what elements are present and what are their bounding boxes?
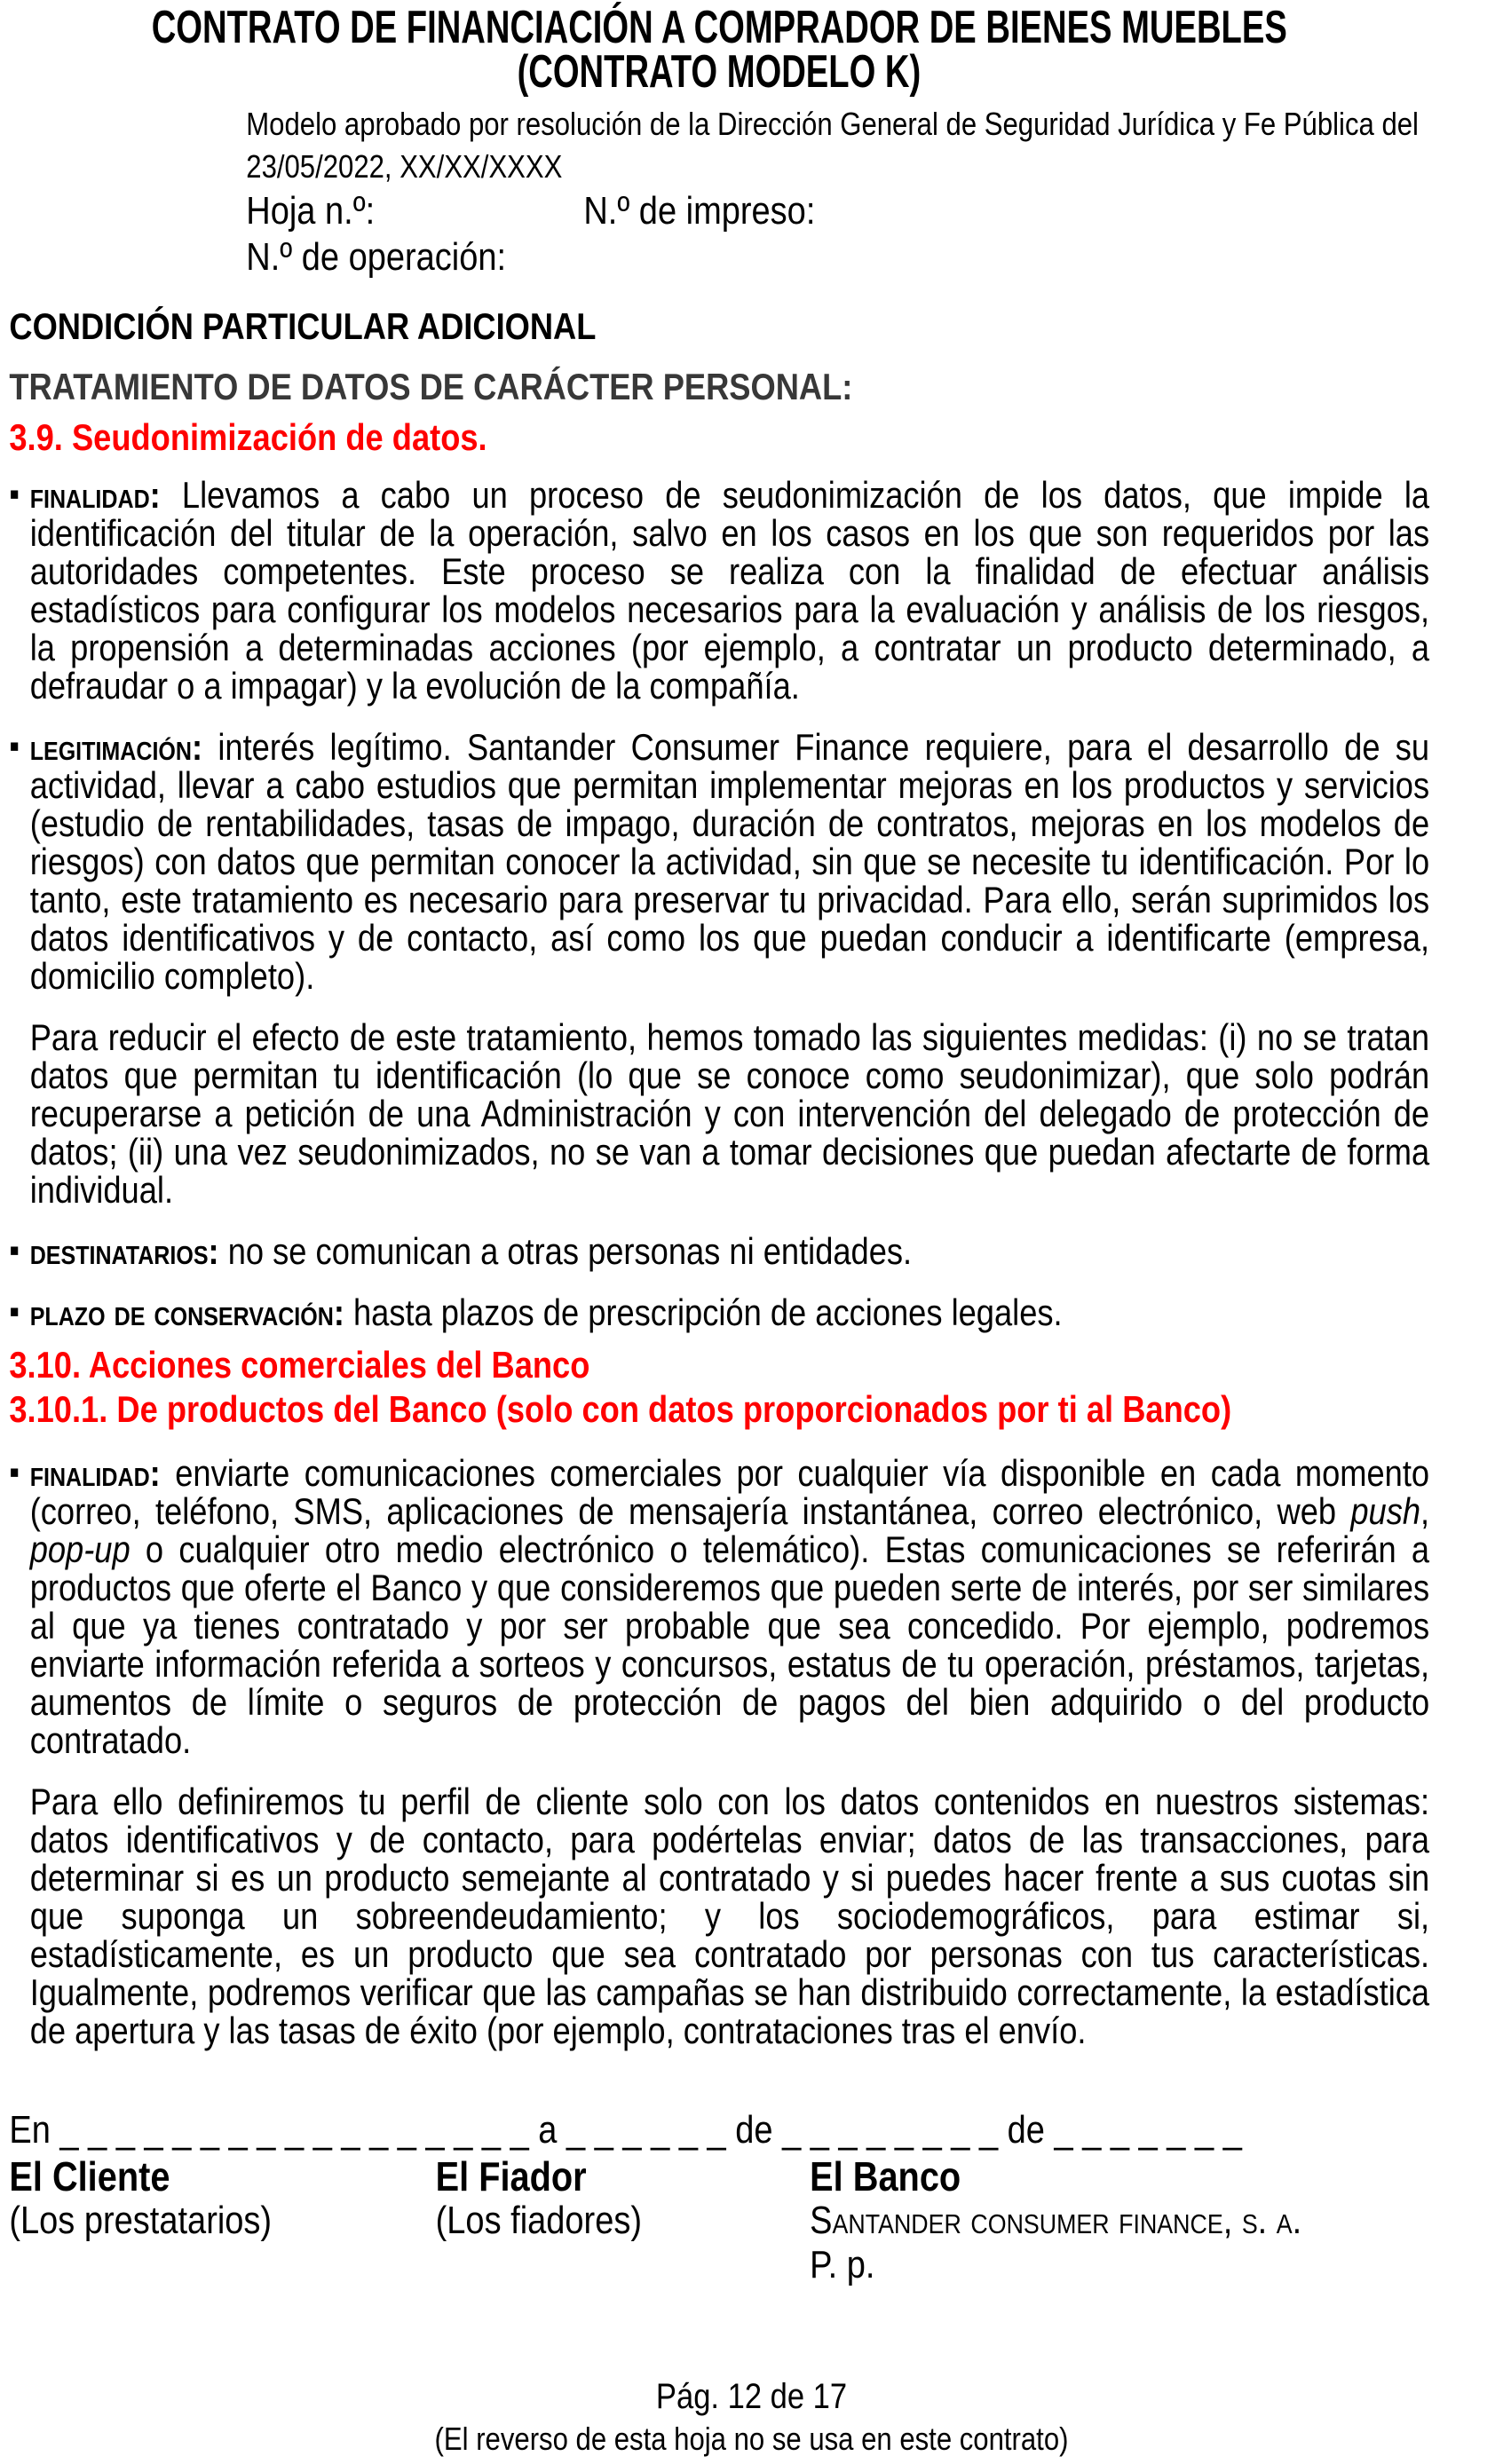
term-label: destinatarios: — [29, 1230, 219, 1272]
operation-number-label: N.º de operación: — [246, 235, 507, 279]
text-run: o cualquier otro medio electrónico o telemático). Estas comunicaciones se referirán a productos que oferte el Banco y que consideremos que pueden serte de interés, por ser similares al que ya tienes contratado y por ser probable que sea concedido. Por ejemplo, podremos enviarte información referida a sorteos y concursos, estatus de tu operación, préstamos, tarjetas, aumentos de límite o seguros de protección de pagos del bien adquirido o del producto contratado. — [29, 1528, 1430, 1761]
text-run: hasta plazos de prescripción de acciones legales. — [352, 1291, 1063, 1333]
bullet-square-icon: ▪ — [9, 728, 20, 765]
document-title-line2 — [9, 46, 1429, 98]
bank-pp: P. p. — [810, 2243, 875, 2286]
bullet-square-icon: ▪ — [9, 476, 20, 513]
document-subtitle-text: (CONTRATO MODELO K) — [517, 46, 922, 98]
document-title-line1 — [9, 2, 1429, 53]
print-number-label: N.º de impreso: — [583, 189, 816, 233]
sheet-number-row — [246, 188, 1429, 234]
bullet-paragraph — [9, 1293, 1429, 1331]
bank-name: Santander consumer finance, s. a. — [810, 2199, 1302, 2242]
sheet-number-label: Hoja n.º: — [246, 189, 376, 233]
text-run: Para ello definiremos tu perfil de cliente solo con los datos contenidos en nuestros sistemas: datos identificativos y de contacto, para podértelas enviar; datos de las transacciones, para determinar si es un producto semejante al contratado y si puedes hacer frente a sus cuotas sin que suponga un sobreendeudamiento; y los sociodemográficos, para estimar si, estadísticamente, es un producto que sea contratado por personas con tus características. Igualmente, podremos verificar que las campañas se han distribuido correctamente, la estadística de apertura y las tasas de éxito (por ejemplo, contrataciones tras el envío. — [29, 1781, 1430, 2051]
body-content — [9, 476, 1429, 2049]
heading-3-9-seudonimizacion: 3.9. Seudonimización de datos. — [9, 416, 487, 458]
term-label: finalidad: — [29, 1452, 161, 1494]
de-label-year: de — [1007, 2108, 1045, 2152]
term-label: plazo de conservación: — [29, 1291, 344, 1333]
bank-title: El Banco — [810, 2153, 961, 2199]
italic-run: push — [1350, 1490, 1421, 1532]
section-heading-red: 3.10. Acciones comerciales del Banco — [9, 1344, 590, 1386]
section-heading-red: 3.10.1. De productos del Banco (solo con datos proporcionados por ti al Banco) — [9, 1388, 1232, 1430]
client-title: El Cliente — [9, 2153, 170, 2199]
text-run: no se comunican a otras personas ni entidades. — [227, 1230, 913, 1272]
bullet-paragraph — [9, 1454, 1429, 1759]
paragraph — [9, 1018, 1429, 1209]
page-number: Pág. 12 de 17 — [655, 2377, 848, 2416]
approval-note: Modelo aprobado por resolución de la Dirección General de Seguridad Jurídica y Fe Pública del 23/05/2022, XX/XX/XXXX — [246, 106, 1419, 185]
signature-section — [9, 2108, 1429, 2287]
bullet-paragraph — [9, 476, 1429, 705]
en-label: En — [9, 2108, 51, 2152]
reverse-note: (El reverso de esta hoja no se usa en este contrato) — [434, 2421, 1069, 2457]
month-blank-line: _ _ _ _ _ _ _ _ — [782, 2108, 999, 2152]
signature-col-bank — [810, 2154, 1429, 2287]
a-label: a — [538, 2108, 558, 2152]
page-footer — [0, 2373, 1503, 2459]
term-label: finalidad: — [29, 474, 161, 516]
guarantor-subtitle: (Los fiadores) — [435, 2199, 643, 2242]
document-title-text: CONTRATO DE FINANCIACIÓN A COMPRADOR DE BIENES MUEBLES — [151, 2, 1287, 53]
guarantor-title: El Fiador — [435, 2153, 587, 2199]
bullet-square-icon: ▪ — [9, 1454, 20, 1491]
year-blank-line: _ _ _ _ _ _ _ — [1054, 2108, 1242, 2152]
bullet-square-icon: ▪ — [9, 1232, 20, 1269]
heading-tratamiento-datos: TRATAMIENTO DE DATOS DE CARÁCTER PERSONAL: — [9, 366, 853, 407]
signature-col-client — [9, 2154, 435, 2287]
text-run: , — [1420, 1490, 1430, 1532]
signature-col-guarantor — [436, 2154, 811, 2287]
bullet-square-icon: ▪ — [9, 1293, 20, 1331]
bullet-paragraph — [9, 728, 1429, 995]
heading-condicion-particular: CONDICIÓN PARTICULAR ADICIONAL — [9, 305, 597, 347]
text-run: Llevamos a cabo un proceso de seudonimización de los datos, que impide la identificación del titular de la operación, salvo en los casos en los que son requeridos por las autoridades competentes. Este proceso se realiza con la finalidad de efectuar análisis estadísticos para configurar los modelos necesarios para la evaluación y análisis de los riesgos, la propensión a determinadas acciones (por ejemplo, a contratar un producto determinado, a defraudar o a impagar) y la evolución de la compañía. — [29, 474, 1430, 707]
de-label-month: de — [735, 2108, 773, 2152]
signature-columns — [9, 2154, 1429, 2287]
bullet-paragraph — [9, 1232, 1429, 1270]
operation-number-row — [246, 234, 1429, 280]
day-blank-line: _ _ _ _ _ _ — [566, 2108, 726, 2152]
text-run: interés legítimo. Santander Consumer Finance requiere, para el desarrollo de su actividad, llevar a cabo estudios que permitan implementar mejoras en los productos y servicios (estudio de rentabilidades, tasas de impago, duración de contratos, mejoras en los modelos de riesgos) con datos que permitan conocer la actividad, sin que se necesite tu identificación. Por lo tanto, este tratamiento es necesario para preservar tu privacidad. Para ello, serán suprimidos los datos identificativos y de contacto, así como los que puedan conducir a identificarte (empresa, domicilio completo). — [29, 726, 1430, 997]
italic-run: pop-up — [29, 1528, 131, 1570]
term-label: legitimación: — [29, 726, 203, 768]
text-run: enviarte comunicaciones comerciales por cualquier vía disponible en cada momento (correo, teléfono, SMS, aplicaciones de mensajería instantánea, correo electrónico, web — [29, 1452, 1430, 1532]
text-run: Para reducir el efecto de este tratamiento, hemos tomado las siguientes medidas: (i) no se tratan datos que permitan tu identificación (lo que se conoce como seudonimizar), que solo podrán recuperarse a petición de una Administración y con intervención del delegado de protección de datos; (ii) una vez seudonimizados, no se van a tomar decisiones que puedan afectarte de forma individual. — [29, 1016, 1430, 1211]
client-subtitle: (Los prestatarios) — [9, 2199, 273, 2242]
signature-date-line — [9, 2108, 1429, 2152]
paragraph — [9, 1782, 1429, 2049]
city-blank-line: _ _ _ _ _ _ _ _ _ _ _ _ _ _ _ _ _ — [59, 2108, 529, 2152]
